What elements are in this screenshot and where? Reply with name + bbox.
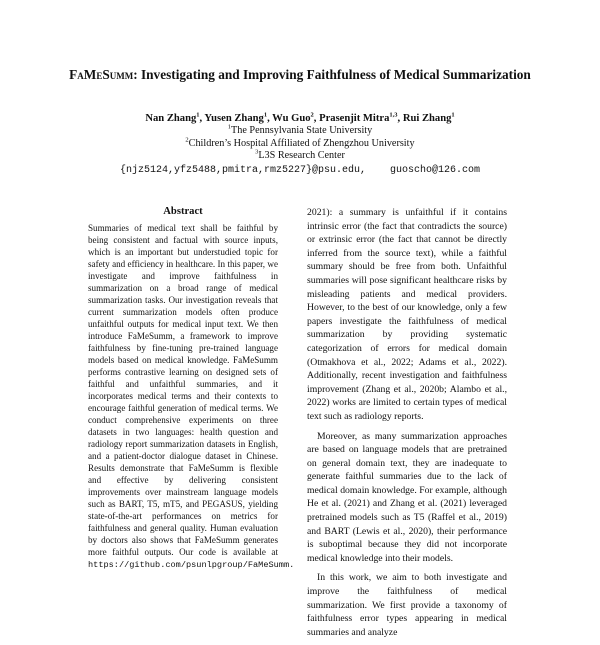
author-list: Nan Zhang$^1$, Yusen Zhang$^1$, Wu Guo$^2$, Prasenjit Mitra$^{1,3}$, Rui Zhang$^1$ xyxy=(145,111,455,124)
title-rest: : Investigating and Improving Faithfulness of Medical Summarization xyxy=(133,67,531,82)
author-affiliation: 1,3 xyxy=(389,111,398,119)
author-name: Rui Zhang xyxy=(402,113,452,124)
abstract-text xyxy=(88,222,295,571)
author-affiliation: 1 xyxy=(196,111,200,119)
title-framework-name: FaMeSumm xyxy=(69,67,134,82)
author-name: Nan Zhang xyxy=(145,113,197,124)
author-name: Wu Guo xyxy=(272,113,311,124)
author-name: Prasenjit Mitra xyxy=(319,113,390,124)
author-affiliation: 2 xyxy=(310,111,314,119)
body-paragraph: 2021): a summary is unfaithful if it contains intrinsic error (the fact that contradicts the source) or extrinsic error (the fact that cannot be directly inferred from the source text), while a faithful summary should be free from both. Unfaithful summaries will pose significant healthcare risks by misleading patients and medical providers. However, to the best of our knowledge, only a few papers investigate the faithfulness of medical summarization by providing systematic categorization of errors for medical domain (Otmakhova et al., 2022; Adams et al., 2022). Additionally, recent investigation and faithfulness improvement (Zhang et al., 2020b; Alambo et al., 2022) works are limited to certain types of medical text such as radiology reports. xyxy=(307,207,507,422)
author-name: Yusen Zhang xyxy=(204,113,264,124)
paper-title xyxy=(60,67,540,83)
abstract-heading: Abstract xyxy=(163,206,203,217)
affiliation: $^3$L3S Research Center xyxy=(255,148,345,162)
author-affiliation: 1 xyxy=(451,111,455,119)
author-emails: {njz5124,yfz5488,pmitra,rmz5227}@psu.edu, guoscho@126.com xyxy=(119,165,481,176)
affiliation: $^2$Children’s Hospital Affiliated of Zhengzhou University xyxy=(185,136,415,149)
author-affiliation: 1 xyxy=(263,111,268,119)
body-paragraph: Moreover, as many summarization approaches are based on language models that are pretrained on general domain text, they are inadequate to generate faithful summaries due to the lack of medical domain knowledge. For example, although He et al. (2021) and Zhang et al. (2021) leveraged pretrained models such as T5 (Raffel et al., 2019) and BART (Lewis et al., 2020), their performance is suboptimal because they did not incorporate medical knowledge into their models. xyxy=(307,430,507,564)
code-link[interactable]: https://github.com/psunlpgroup/FaMeSumm. xyxy=(88,560,295,570)
affiliation-list xyxy=(60,125,540,163)
body-paragraph: In this work, we aim to both investigate and improve the faithfulness of medical summarization. We first provide a taxonomy of faithfulness error types appearing in medical summaries and analyze xyxy=(307,572,507,638)
body-column xyxy=(307,206,507,645)
abstract-body: Summaries of medical text shall be faithful by being consistent and factual with source inputs, which is an important but understudied topic for safety and efficiency in healthcare. In this paper, we investigate and improve faithfulness in summarization on a broad range of medical summarization tasks. Our investigation reveals that current summarization models often produce unfaithful outputs for medical input text. We then introduce FaMeSumm, a framework to improve faithfulness by fine-tuning pre-trained language models based on medical knowledge. FaMeSumm performs contrastive learning on designed sets of faithful and unfaithful summaries, and it incorporates medical terms and their contexts to encourage faithful generation of medical terms. We conduct comprehensive experiments on three datasets in two languages: health question and radiology report summarization datasets in English, and a patient-doctor dialogue dataset in Chinese. Results demonstrate that FaMeSumm is flexible and effective by delivering consistent improvements over mainstream language models such as BART, T5, mT5, and PEGASUS, yielding state-of-the-art performances on metrics for faithfulness and general quality. Human evaluation by doctors also shows that FaMeSumm generates more faithful outputs. Our code is available at xyxy=(88,223,278,557)
affiliation: $^1$The Pennsylvania State University xyxy=(227,123,373,136)
